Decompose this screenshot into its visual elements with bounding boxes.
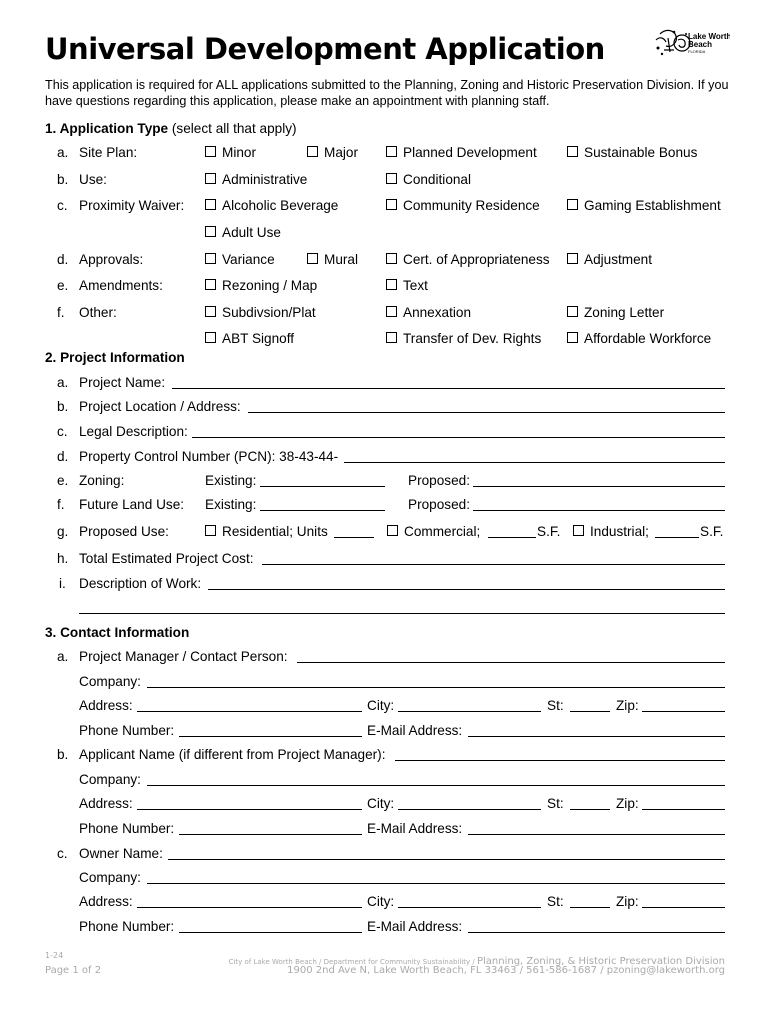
pcn-label: Property Control Number (PCN): 38-43-44- [79,449,339,464]
marker: b. [57,747,69,762]
pm-email-field[interactable] [468,736,725,737]
marker: c. [57,424,68,439]
other-label: Other: [79,305,117,320]
description-of-work-field[interactable] [208,589,725,590]
email-label: E-Mail Address: [367,821,463,836]
zoning-existing-label: Existing: [205,473,257,488]
flu-existing-field[interactable] [260,510,385,511]
checkbox-icon [205,173,216,184]
logo-text-line1: Lake Worth [688,32,730,41]
checkbox-cert-of-appropriateness[interactable]: Cert. of Appropriateness [386,252,550,267]
checkbox-zoning-letter[interactable]: Zoning Letter [567,305,664,320]
address-label: Address: [79,698,133,713]
logo-text-line2: Beach [688,40,713,49]
owner-city-field[interactable] [398,907,541,908]
owner-name-field[interactable] [168,859,725,860]
logo-text-line3: FLORIDA [688,49,706,54]
pm-phone-field[interactable] [179,736,362,737]
checkbox-icon [386,332,397,343]
phone-label: Phone Number: [79,723,175,738]
checkbox-affordable-workforce[interactable]: Affordable Workforce [567,331,711,346]
site-plan-label: Site Plan: [79,145,138,160]
proximity-waiver-label: Proximity Waiver: [79,198,185,213]
checkbox-icon [386,173,397,184]
amendments-label: Amendments: [79,278,163,293]
checkbox-rezoning-map[interactable]: Rezoning / Map [205,278,317,293]
company-label: Company: [79,772,141,787]
marker: a. [57,375,69,390]
project-name-field[interactable] [172,388,725,389]
project-cost-field[interactable] [262,564,725,565]
checkbox-icon [567,146,578,157]
units-field[interactable] [334,537,374,538]
marker: h. [57,551,69,566]
applicant-phone-field[interactable] [179,834,362,835]
approvals-label: Approvals: [79,252,144,267]
checkbox-adjustment[interactable]: Adjustment [567,252,652,267]
page-title: Universal Development Application [45,32,605,66]
checkbox-icon [307,146,318,157]
checkbox-subdivision-plat[interactable]: Subdivsion/Plat [205,305,316,320]
flu-proposed-field[interactable] [473,510,725,511]
checkbox-planned-development[interactable]: Planned Development [386,145,537,160]
checkbox-variance[interactable]: Variance [205,252,275,267]
project-location-field[interactable] [248,412,725,413]
checkbox-icon [567,306,578,317]
checkbox-icon [205,525,216,536]
zoning-proposed-label: Proposed: [408,473,470,488]
applicant-name-field[interactable] [395,760,725,761]
checkbox-text[interactable]: Text [386,278,428,293]
project-manager-field[interactable] [297,662,725,663]
flu-proposed-label: Proposed: [408,497,470,512]
commercial-sf-field[interactable] [488,537,536,538]
marker: i. [59,576,66,591]
owner-email-field[interactable] [468,932,725,933]
marker: b. [57,399,69,414]
applicant-zip-field[interactable] [642,809,725,810]
zip-label: Zip: [616,894,639,909]
checkbox-minor[interactable]: Minor [205,145,256,160]
zoning-proposed-field[interactable] [473,486,725,487]
owner-state-field[interactable] [570,907,610,908]
pm-company-field[interactable] [147,687,725,688]
checkbox-icon [205,146,216,157]
applicant-email-field[interactable] [468,834,725,835]
checkbox-icon [386,306,397,317]
pm-city-field[interactable] [398,711,541,712]
project-location-label: Project Location / Address: [79,399,241,414]
city-label: City: [367,796,395,811]
email-label: E-Mail Address: [367,723,463,738]
applicant-city-field[interactable] [398,809,541,810]
pm-address-field[interactable] [137,711,362,712]
marker: c. [57,846,68,861]
owner-address-field[interactable] [137,907,362,908]
zoning-existing-field[interactable] [260,486,385,487]
flu-existing-label: Existing: [205,497,257,512]
form-version: 1-24 [45,951,64,960]
pcn-field[interactable] [344,462,725,463]
future-land-use-label: Future Land Use: [79,497,185,512]
checkbox-adult-use[interactable]: Adult Use [205,225,281,240]
owner-name-label: Owner Name: [79,846,163,861]
section1-heading: 1. Application Type (select all that apply) [45,121,297,136]
state-label: St: [547,796,564,811]
project-cost-label: Total Estimated Project Cost: [79,551,254,566]
checkbox-community-residence[interactable]: Community Residence [386,198,540,213]
checkbox-icon [387,525,398,536]
checkbox-mural[interactable]: Mural [307,252,358,267]
checkbox-icon [567,332,578,343]
description-of-work-field-2[interactable] [79,613,725,614]
checkbox-icon [386,199,397,210]
sf-label: S.F. [700,524,724,539]
project-name-label: Project Name: [79,375,166,390]
row-e-marker: e. [57,278,69,293]
checkbox-conditional[interactable]: Conditional [386,172,471,187]
page-number: Page 1 of 2 [45,965,102,976]
applicant-name-label: Applicant Name (if different from Project Manager): [79,747,386,762]
city-logo [652,26,730,60]
row-f-marker: f. [57,305,65,320]
legal-description-label: Legal Description: [79,424,188,439]
checkbox-icon [205,199,216,210]
checkbox-icon [205,253,216,264]
owner-company-field[interactable] [147,883,725,884]
checkbox-abt-signoff[interactable]: ABT Signoff [205,331,294,346]
pm-state-field[interactable] [570,711,610,712]
project-manager-label: Project Manager / Contact Person: [79,649,288,664]
city-label: City: [367,698,395,713]
zip-label: Zip: [616,698,639,713]
pm-zip-field[interactable] [642,711,725,712]
checkbox-icon [205,279,216,290]
checkbox-icon [386,253,397,264]
checkbox-icon [567,199,578,210]
row-d-marker: d. [57,252,69,267]
intro-text: This application is required for ALL applications submitted to the Planning, Zoning and Historic Preservation Division. If you have questions regarding this application, please make an appointment with planning staff. [45,78,729,108]
row-a-marker: a. [57,145,69,160]
sf-label: S.F. [537,524,561,539]
owner-zip-field[interactable] [642,907,725,908]
checkbox-icon [386,279,397,290]
footer-department: City of Lake Worth Beach / Department for Community Sustainability / Planning, Zoning, & Historic Preservation Division [228,956,725,967]
city-label: City: [367,894,395,909]
checkbox-gaming-establishment[interactable]: Gaming Establishment [567,198,721,213]
phone-label: Phone Number: [79,821,175,836]
description-of-work-label: Description of Work: [79,576,202,591]
row-c-marker: c. [57,198,68,213]
marker: e. [57,473,69,488]
checkbox-icon [386,146,397,157]
address-label: Address: [79,796,133,811]
checkbox-annexation[interactable]: Annexation [386,305,471,320]
phone-label: Phone Number: [79,919,175,934]
applicant-company-field[interactable] [147,785,725,786]
company-label: Company: [79,870,141,885]
marker: g. [57,524,69,539]
owner-phone-field[interactable] [179,932,362,933]
checkbox-administrative[interactable]: Administrative [205,172,307,187]
marker: a. [57,649,69,664]
email-label: E-Mail Address: [367,919,463,934]
zoning-label: Zoning: [79,473,125,488]
section3-heading: 3. Contact Information [45,625,190,640]
state-label: St: [547,894,564,909]
row-b-marker: b. [57,172,69,187]
marker: f. [57,497,65,512]
section2-heading: 2. Project Information [45,350,185,365]
applicant-state-field[interactable] [570,809,610,810]
checkbox-residential[interactable]: Residential; Units [205,524,328,539]
checkbox-icon [205,306,216,317]
checkbox-major[interactable]: Major [307,145,358,160]
applicant-address-field[interactable] [137,809,362,810]
checkbox-icon [205,332,216,343]
checkbox-transfer-of-dev-rights[interactable]: Transfer of Dev. Rights [386,331,541,346]
checkbox-alcoholic-beverage[interactable]: Alcoholic Beverage [205,198,338,213]
address-label: Address: [79,894,133,909]
marker: d. [57,449,69,464]
legal-description-field[interactable] [192,437,725,438]
checkbox-icon [567,253,578,264]
company-label: Company: [79,674,141,689]
footer-address: 1900 2nd Ave N, Lake Worth Beach, FL 33463 / 561-586-1687 / pzoning@lakeworth.org [287,965,725,976]
checkbox-icon [307,253,318,264]
checkbox-icon [573,525,584,536]
zip-label: Zip: [616,796,639,811]
use-label: Use: [79,172,107,187]
checkbox-industrial[interactable]: Industrial; [573,524,649,539]
state-label: St: [547,698,564,713]
checkbox-icon [205,226,216,237]
checkbox-commercial[interactable]: Commercial; [387,524,480,539]
checkbox-sustainable-bonus[interactable]: Sustainable Bonus [567,145,697,160]
proposed-use-label: Proposed Use: [79,524,169,539]
industrial-sf-field[interactable] [655,537,699,538]
